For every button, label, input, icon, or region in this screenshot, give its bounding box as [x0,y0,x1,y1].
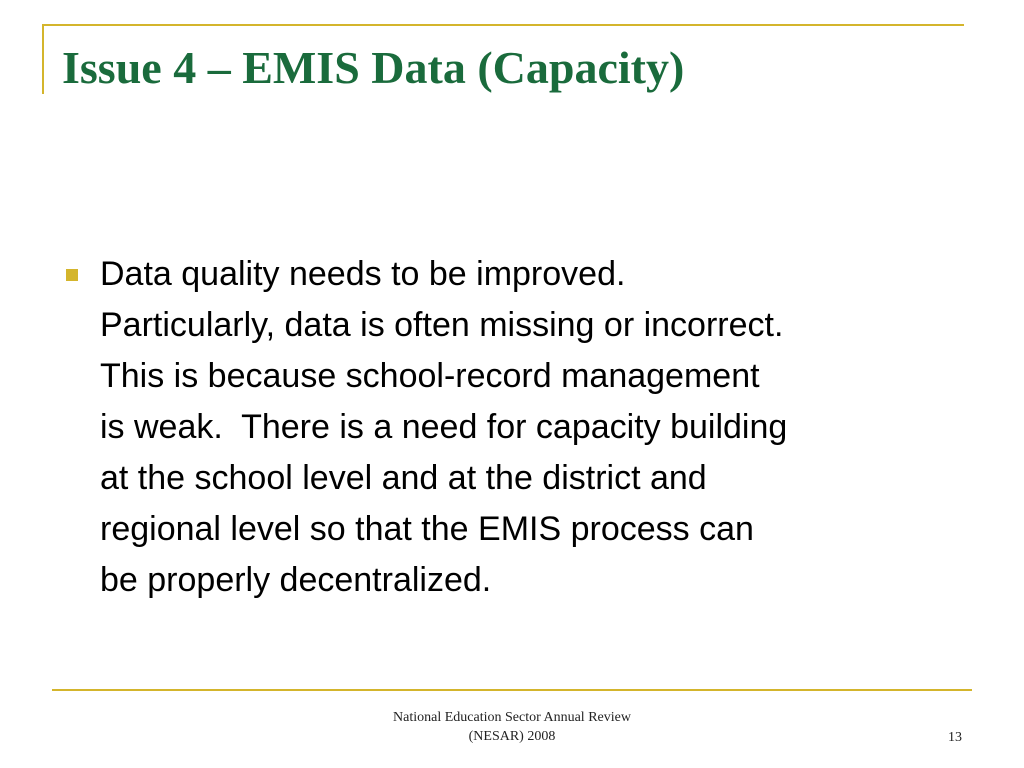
bullet-line: be properly decentralized. [100,561,492,599]
bullet-line: This is because school-record management [100,357,760,395]
footer-line-2: (NESAR) 2008 [468,729,556,744]
bullet-line: at the school level and at the district and [100,459,707,497]
bullet-line: Data quality needs to be improved. [100,255,626,293]
bullet-line: regional level so that the EMIS process can [100,510,754,548]
square-bullet-icon [66,269,78,281]
bullet-line: is weak. There is a need for capacity building [100,408,788,446]
title-frame-top-line [42,24,964,26]
bullet-item [62,249,972,606]
bullet-list [62,249,972,606]
slide-title: Issue 4 – EMIS Data (Capacity) [62,42,685,93]
footer-caption [312,708,712,746]
footer-line-1: National Education Sector Annual Review [393,710,631,725]
page-number: 13 [948,730,962,745]
title-frame-left-line [42,24,44,94]
bullet-line: Particularly, data is often missing or incorrect. [100,306,784,344]
footer-divider [52,689,972,691]
